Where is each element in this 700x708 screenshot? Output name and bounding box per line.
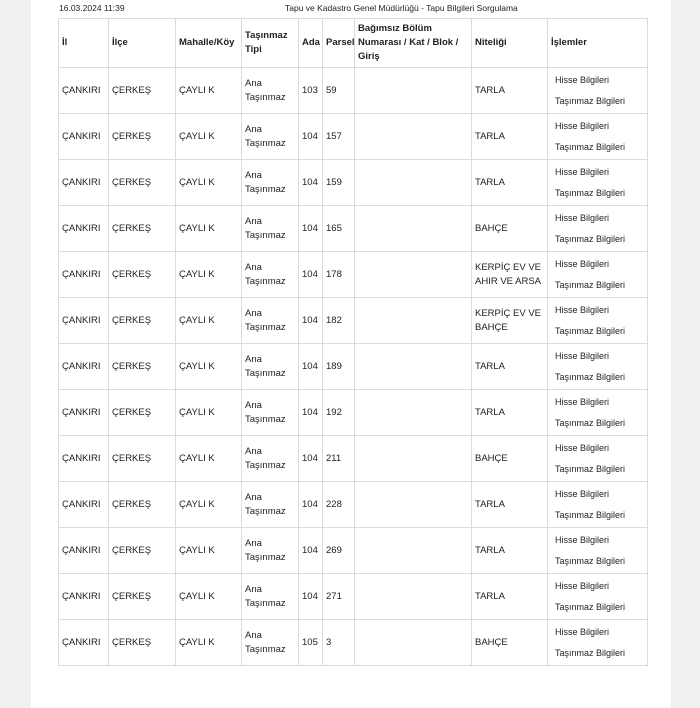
- col-header-ada: Ada: [299, 19, 323, 68]
- cell-il: ÇANKIRI: [59, 252, 109, 298]
- col-header-il: İl: [59, 19, 109, 68]
- cell-ilce: ÇERKEŞ: [109, 620, 176, 666]
- cell-nitelik: TARLA: [472, 68, 548, 114]
- cell-ilce: ÇERKEŞ: [109, 252, 176, 298]
- table-row: [59, 114, 648, 160]
- hisse-bilgileri-link[interactable]: Hisse Bilgileri: [555, 626, 610, 637]
- tasinmaz-bilgileri-link[interactable]: Taşınmaz Bilgileri: [555, 141, 626, 152]
- tasinmaz-bilgileri-link[interactable]: Taşınmaz Bilgileri: [555, 555, 626, 566]
- hisse-bilgileri-link[interactable]: Hisse Bilgileri: [555, 396, 610, 407]
- cell-tip: Ana Taşınmaz: [242, 298, 299, 344]
- cell-islemler: [548, 68, 648, 114]
- cell-ilce: ÇERKEŞ: [109, 436, 176, 482]
- cell-bagimsiz: [355, 574, 472, 620]
- cell-ilce: ÇERKEŞ: [109, 574, 176, 620]
- cell-nitelik: BAHÇE: [472, 436, 548, 482]
- tasinmaz-bilgileri-link[interactable]: Taşınmaz Bilgileri: [555, 95, 626, 106]
- cell-mahalle: ÇAYLI K: [176, 482, 242, 528]
- table-row: [59, 620, 648, 666]
- cell-ilce: ÇERKEŞ: [109, 482, 176, 528]
- col-header-parsel: Parsel: [323, 19, 355, 68]
- cell-il: ÇANKIRI: [59, 114, 109, 160]
- cell-il: ÇANKIRI: [59, 620, 109, 666]
- cell-islemler: [548, 390, 648, 436]
- cell-il: ÇANKIRI: [59, 206, 109, 252]
- cell-tip: Ana Taşınmaz: [242, 206, 299, 252]
- cell-ada: 103: [299, 68, 323, 114]
- cell-il: ÇANKIRI: [59, 482, 109, 528]
- table-header-row: [59, 19, 648, 68]
- cell-nitelik: BAHÇE: [472, 206, 548, 252]
- cell-bagimsiz: [355, 68, 472, 114]
- cell-bagimsiz: [355, 620, 472, 666]
- cell-bagimsiz: [355, 390, 472, 436]
- hisse-bilgileri-link[interactable]: Hisse Bilgileri: [555, 534, 610, 545]
- cell-il: ÇANKIRI: [59, 298, 109, 344]
- cell-parsel: 159: [323, 160, 355, 206]
- hisse-bilgileri-link[interactable]: Hisse Bilgileri: [555, 350, 610, 361]
- cell-mahalle: ÇAYLI K: [176, 620, 242, 666]
- cell-islemler: [548, 528, 648, 574]
- table-row: [59, 528, 648, 574]
- cell-parsel: 59: [323, 68, 355, 114]
- cell-tip: Ana Taşınmaz: [242, 390, 299, 436]
- col-header-tip: Taşınmaz Tipi: [242, 19, 299, 68]
- cell-nitelik: TARLA: [472, 344, 548, 390]
- cell-islemler: [548, 344, 648, 390]
- cell-tip: Ana Taşınmaz: [242, 528, 299, 574]
- tasinmaz-bilgileri-link[interactable]: Taşınmaz Bilgileri: [555, 233, 626, 244]
- cell-ada: 104: [299, 114, 323, 160]
- cell-mahalle: ÇAYLI K: [176, 298, 242, 344]
- cell-mahalle: ÇAYLI K: [176, 574, 242, 620]
- cell-parsel: 192: [323, 390, 355, 436]
- tasinmaz-bilgileri-link[interactable]: Taşınmaz Bilgileri: [555, 279, 626, 290]
- cell-mahalle: ÇAYLI K: [176, 114, 242, 160]
- cell-islemler: [548, 436, 648, 482]
- cell-parsel: 211: [323, 436, 355, 482]
- cell-ilce: ÇERKEŞ: [109, 298, 176, 344]
- cell-nitelik: TARLA: [472, 114, 548, 160]
- cell-bagimsiz: [355, 344, 472, 390]
- cell-nitelik: KERPİÇ EV VE AHIR VE ARSA: [472, 252, 548, 298]
- cell-parsel: 3: [323, 620, 355, 666]
- hisse-bilgileri-link[interactable]: Hisse Bilgileri: [555, 74, 610, 85]
- cell-bagimsiz: [355, 528, 472, 574]
- cell-ilce: ÇERKEŞ: [109, 528, 176, 574]
- cell-ilce: ÇERKEŞ: [109, 206, 176, 252]
- cell-nitelik: TARLA: [472, 574, 548, 620]
- cell-nitelik: TARLA: [472, 482, 548, 528]
- cell-ada: 104: [299, 206, 323, 252]
- cell-tip: Ana Taşınmaz: [242, 436, 299, 482]
- hisse-bilgileri-link[interactable]: Hisse Bilgileri: [555, 212, 610, 223]
- cell-ada: 105: [299, 620, 323, 666]
- table-row: [59, 574, 648, 620]
- cell-mahalle: ÇAYLI K: [176, 436, 242, 482]
- cell-mahalle: ÇAYLI K: [176, 206, 242, 252]
- hisse-bilgileri-link[interactable]: Hisse Bilgileri: [555, 304, 610, 315]
- cell-ada: 104: [299, 390, 323, 436]
- cell-ada: 104: [299, 160, 323, 206]
- cell-ilce: ÇERKEŞ: [109, 390, 176, 436]
- col-header-nitelik: Niteliği: [472, 19, 548, 68]
- cell-parsel: 165: [323, 206, 355, 252]
- cell-il: ÇANKIRI: [59, 344, 109, 390]
- cell-bagimsiz: [355, 436, 472, 482]
- cell-tip: Ana Taşınmaz: [242, 620, 299, 666]
- cell-ada: 104: [299, 298, 323, 344]
- hisse-bilgileri-link[interactable]: Hisse Bilgileri: [555, 580, 610, 591]
- table-row: [59, 482, 648, 528]
- cell-tip: Ana Taşınmaz: [242, 344, 299, 390]
- hisse-bilgileri-link[interactable]: Hisse Bilgileri: [555, 442, 610, 453]
- cell-parsel: 189: [323, 344, 355, 390]
- cell-bagimsiz: [355, 206, 472, 252]
- table-row: [59, 206, 648, 252]
- cell-nitelik: BAHÇE: [472, 620, 548, 666]
- cell-islemler: [548, 482, 648, 528]
- cell-islemler: [548, 574, 648, 620]
- cell-bagimsiz: [355, 482, 472, 528]
- cell-nitelik: TARLA: [472, 528, 548, 574]
- cell-il: ÇANKIRI: [59, 574, 109, 620]
- cell-mahalle: ÇAYLI K: [176, 344, 242, 390]
- cell-tip: Ana Taşınmaz: [242, 482, 299, 528]
- cell-bagimsiz: [355, 160, 472, 206]
- cell-ilce: ÇERKEŞ: [109, 160, 176, 206]
- cell-parsel: 269: [323, 528, 355, 574]
- cell-mahalle: ÇAYLI K: [176, 68, 242, 114]
- hisse-bilgileri-link[interactable]: Hisse Bilgileri: [555, 166, 610, 177]
- col-header-bagimsiz: Bağımsız Bölüm Numarası / Kat / Blok / Giriş: [355, 19, 472, 68]
- cell-mahalle: ÇAYLI K: [176, 528, 242, 574]
- cell-il: ÇANKIRI: [59, 160, 109, 206]
- cell-il: ÇANKIRI: [59, 68, 109, 114]
- cell-ada: 104: [299, 252, 323, 298]
- table-row: [59, 252, 648, 298]
- cell-il: ÇANKIRI: [59, 436, 109, 482]
- cell-ada: 104: [299, 482, 323, 528]
- cell-parsel: 182: [323, 298, 355, 344]
- table-row: [59, 436, 648, 482]
- print-header: [59, 3, 659, 15]
- cell-parsel: 228: [323, 482, 355, 528]
- hisse-bilgileri-link[interactable]: Hisse Bilgileri: [555, 258, 610, 269]
- tasinmaz-bilgileri-link[interactable]: Taşınmaz Bilgileri: [555, 509, 626, 520]
- tasinmaz-bilgileri-link[interactable]: Taşınmaz Bilgileri: [555, 601, 626, 612]
- cell-ilce: ÇERKEŞ: [109, 68, 176, 114]
- cell-il: ÇANKIRI: [59, 390, 109, 436]
- cell-tip: Ana Taşınmaz: [242, 252, 299, 298]
- table-row: [59, 390, 648, 436]
- tasinmaz-bilgileri-link[interactable]: Taşınmaz Bilgileri: [555, 463, 626, 474]
- cell-mahalle: ÇAYLI K: [176, 390, 242, 436]
- tasinmaz-bilgileri-link[interactable]: Taşınmaz Bilgileri: [555, 187, 626, 198]
- col-header-islemler: İşlemler: [548, 19, 648, 68]
- cell-parsel: 178: [323, 252, 355, 298]
- col-header-mahalle: Mahalle/Köy: [176, 19, 242, 68]
- cell-bagimsiz: [355, 298, 472, 344]
- table-row: [59, 344, 648, 390]
- hisse-bilgileri-link[interactable]: Hisse Bilgileri: [555, 488, 610, 499]
- cell-il: ÇANKIRI: [59, 528, 109, 574]
- tasinmaz-bilgileri-link[interactable]: Taşınmaz Bilgileri: [555, 325, 626, 336]
- cell-nitelik: KERPİÇ EV VE BAHÇE: [472, 298, 548, 344]
- col-header-ilce: İlçe: [109, 19, 176, 68]
- print-title: Tapu ve Kadastro Genel Müdürlüğü - Tapu Bilgileri Sorgulama: [285, 3, 518, 13]
- cell-mahalle: ÇAYLI K: [176, 160, 242, 206]
- cell-tip: Ana Taşınmaz: [242, 574, 299, 620]
- cell-tip: Ana Taşınmaz: [242, 114, 299, 160]
- table-body: [59, 68, 648, 666]
- cell-tip: Ana Taşınmaz: [242, 160, 299, 206]
- table-row: [59, 68, 648, 114]
- cell-tip: Ana Taşınmaz: [242, 68, 299, 114]
- cell-islemler: [548, 206, 648, 252]
- cell-ada: 104: [299, 436, 323, 482]
- cell-ada: 104: [299, 574, 323, 620]
- cell-ilce: ÇERKEŞ: [109, 114, 176, 160]
- cell-parsel: 157: [323, 114, 355, 160]
- results-table: [58, 18, 648, 666]
- cell-ada: 104: [299, 344, 323, 390]
- cell-ilce: ÇERKEŞ: [109, 344, 176, 390]
- tasinmaz-bilgileri-link[interactable]: Taşınmaz Bilgileri: [555, 647, 626, 658]
- cell-ada: 104: [299, 528, 323, 574]
- cell-nitelik: TARLA: [472, 160, 548, 206]
- cell-bagimsiz: [355, 114, 472, 160]
- cell-islemler: [548, 160, 648, 206]
- cell-islemler: [548, 298, 648, 344]
- cell-nitelik: TARLA: [472, 390, 548, 436]
- cell-parsel: 271: [323, 574, 355, 620]
- tasinmaz-bilgileri-link[interactable]: Taşınmaz Bilgileri: [555, 417, 626, 428]
- table-row: [59, 160, 648, 206]
- cell-islemler: [548, 620, 648, 666]
- cell-islemler: [548, 114, 648, 160]
- cell-mahalle: ÇAYLI K: [176, 252, 242, 298]
- tasinmaz-bilgileri-link[interactable]: Taşınmaz Bilgileri: [555, 371, 626, 382]
- cell-islemler: [548, 252, 648, 298]
- cell-bagimsiz: [355, 252, 472, 298]
- hisse-bilgileri-link[interactable]: Hisse Bilgileri: [555, 120, 610, 131]
- table-row: [59, 298, 648, 344]
- print-timestamp: 16.03.2024 11:39: [59, 3, 125, 13]
